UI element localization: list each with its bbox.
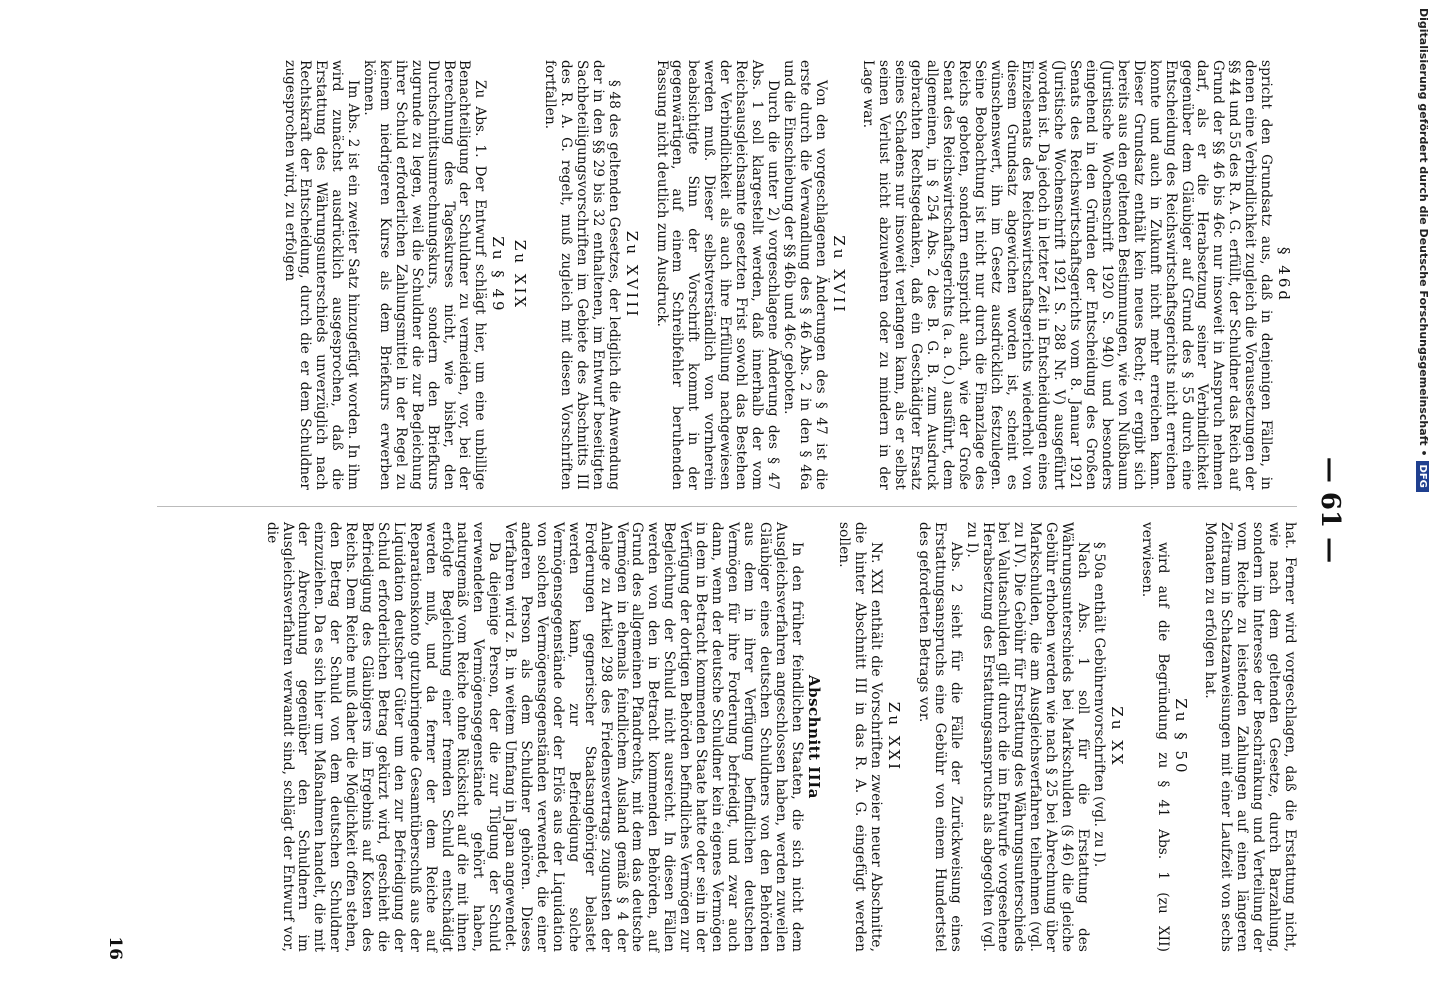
paragraph-intro-right: hat. Ferner wird vorgeschlagen, daß die Erstattung nicht, wie nach dem geltenden Gesetze, durch Barzahlung, sondern im Interesse der Beschränkung und Verteilung der vom Reiche zu leistenden Zahlungen auf einen längeren Zeitraum in Schatzanweisungen mit einer Laufzeit von sechs Monaten zu erfolgen hat. (1202, 522, 1298, 952)
subheading-49: Zu § 49 (489, 236, 508, 314)
section-heading-xxi: Zu XXI (885, 701, 904, 773)
paragraph-xvii-2: Durch die unter 2) vorgeschlagene Änderung des § 47 Abs. 1 soll klargestellt werden, daß innerhalb der vom Reichsausgleichsamte gesetzten Frist sowohl das Bestehen der Verbindlichkeit als auch ihre Erfüllung nachgewiesen werden muß. Dieser selbstverständlich von vornherein beabsichtigte Sinn der Vorschrift kommt in der gegenwärtigen, auf einem Schreibfehler beruhenden Fassung nicht deutlich zum Ausdruck. (653, 60, 781, 490)
right-column (263, 522, 1297, 952)
credit-text: Digitalisierung gefördert durch die Deutsche Forschungsgemeinschaft • (1417, 8, 1430, 457)
paragraph-xix-1: Zu Abs. 1. Der Entwurf schlägt hier, um eine unbillige Benachteiligung der Schuldner zu vermeiden, vor, bei der Berechnung des Tageskurses nicht, wie bisher, den Durchschnittsumrechnungskurs, sondern den Briefkurs zugrunde zu legen, weil die Schuldner die zur Begleichung ihrer Schuld erforderlichen Zahlungsmittel in der Regel zu keinem niedrigeren Kurse als dem Briefkurs erwerben können. (361, 60, 489, 490)
paragraph-xvii-1: Von den vorgeschlagenen Änderungen des § 47 ist die erste durch die Verwandlung des § 46 Abs. 2 in den § 46a und die Einschiebung der §§ 46b und 46c geboten. (780, 60, 829, 490)
paragraph-xix-2: Im Abs. 2 ist ein zweiter Satz hinzugefügt worden. In ihm wird zunächst ausdrücklich ausgesprochen, daß die Erstattung des Währungsunterschieds unverzüglich nach Rechtskraft der Entscheidung, durch die er dem Schuldner zugesprochen wird, zu erfolgen (281, 60, 362, 490)
digitization-credit (1404, 0, 1434, 1000)
paragraph-iiia-1: In den früher feindlichen Staaten, die sich nicht dem Ausgleichsverfahren angeschlossen haben, werden zuweilen Gläubiger eines deutschen Schuldners von den Behörden aus dem in ihrer Verfügung befindlichen deutschen Vermögen für ihre Forderung befriedigt, und zwar auch dann, wenn der deutsche Schuldner kein eigenes Vermögen in dem in Betracht kommenden Staate hatte oder sein in der Verfügung der dortigen Behörden befindliches Vermögen zur Begleichung der Schuld nicht ausreicht. In diesen Fällen werden von den in Betracht kommenden Behörden, auf Grund des allgemeinen Pfandrechts, mit dem das deutsche Vermögen in ehemals feindlichem Ausland gemäß § 4 der Anlage zu Artikel 298 des Friedensvertrags zugunsten der Forderungen gegnerischer Staatsangehöriger belastet werden kann, zur Befriedigung solche Vermögensgegenstände oder der Erlös aus der Liquidation von solchen Vermögensgegenständen verwendet, die einer anderen Person als dem Schuldner gehören. Dieses Verfahren wird z. B. in weitem Umfang in Japan angewendet. (502, 522, 805, 952)
page-number-header: — 61 — (1315, 456, 1345, 564)
page-footer-number: 16 (105, 936, 125, 960)
section-heading-50: Zu § 50 (1171, 698, 1190, 776)
paragraph-iiia-2: Da diejenige Person, der die zur Tilgung der Schuld verwendeten Vermögensgegenstände gehört haben, naturgemäß vom Reiche ohne Rücksicht auf die mit ihnen erfolgte Begleichung einer fremden Schuld entschädigt werden muß, und da ferner der dem Reiche auf Reparationskonto gutzubringende Gesamtüberschuß aus der Liquidation deutscher Güter um den zur Befriedigung der Schuld erforderlichen Betrag gekürzt wird, geschieht die Befriedigung des Gläubigers im Ergebnis auf Kosten des Reichs. Dem Reiche muß daher die Möglichkeit offen stehen, den Betrag der Schuld von dem deutschen Schuldner einzuziehen. Da es sich hier um Maßnahmen handelt, die mit der Abrechnung gegenüber den Schuldnern im Ausgleichsverfahren verwandt sind, schlägt der Entwurf vor, die (263, 522, 503, 952)
paragraph-xx-1: § 50a enthält Gebührenvorschriften (vgl. zu I). (1090, 542, 1107, 868)
section-heading-xvii: Zu XVII (829, 235, 848, 315)
section-heading-xx: Zu XX (1107, 706, 1126, 768)
paragraph-xx-3: Abs. 2 sieht für die Fälle der Zurückweisung eines Erstattungsanspruchs eine Gebühr von einem Hundertstel des geforderten Betrags vor. (915, 522, 964, 952)
paragraph-xviii-1: § 48 des geltenden Gesetzes, der lediglich die Anwendung der in den §§ 29 bis 32 enthaltenen, im Entwurf beseitigten Sachbeteiligungsvorschriften im Gebiete des Abschnitts III des R. A. G. regelt, muß zugleich mit diesen Vorschriften fortfallen. (542, 60, 622, 490)
section-heading-iiia: Abschnitt IIIa (805, 674, 824, 800)
section-heading-xix: Zu XIX (511, 239, 530, 311)
section-heading-46d: § 46d (1275, 247, 1293, 303)
left-column (281, 60, 1297, 490)
rotated-document-page (105, 60, 1345, 960)
section-heading-xviii: Zu XVIII (622, 230, 641, 320)
paragraph-46d: spricht den Grundsatz aus, daß in denjenigen Fällen, in denen eine Verbindlichkeit zugleich die Voraussetzungen der §§ 44 und 55 des R. A. G. erfüllt, der Schuldner das Reich auf Grund der §§ 46 bis 46c nur insoweit in Anspruch nehmen darf, als er die Herabsetzung seiner Verbindlichkeit gegenüber dem Gläubiger auf Grund des § 55 durch eine Entscheidung des Reichswirtschaftsgerichts nicht erreichen konnte und auch in Zukunft nicht mehr erreichen kann. Dieser Grundsatz enthält kein neues Recht; er ergibt sich bereits aus den geltenden Bestimmungen, wie von Nußbaum (Juristische Wochenschrift 1920 S. 940) und besonders eingehend in den Gründen der Entscheidung des Großen Senats des Reichswirtschaftsgerichts vom 8. Januar 1921 (Juristische Wochenschrift 1921 S. 288 Nr. V) ausgeführt worden ist. Da jedoch in letzter Zeit in Entscheidungen eines Einzelsenats des Reichswirtschaftsgerichts wiederholt von diesem Grundsatz abgewichen worden ist, scheint es wünschenswert, ihn im Gesetz ausdrücklich festzulegen. Seine Beobachtung ist nicht nur durch die Finanzlage des Reichs geboten, sondern entspricht auch, wie der Große Senat des Reichswirtschaftsgerichts (a. a. O.) ausführt, dem allgemeinen, in § 254 Abs. 2 des B. G. B. zum Ausdruck gebrachten Rechtsgedanken, daß ein Geschädigter Ersatz seines Schadens nur insoweit verlangen kann, als er selbst seinen Verlust nicht abzuwehren oder zu mindern in der Lage war. (860, 60, 1275, 490)
paragraph-50-1: wird auf die Begründung zu § 41 Abs. 1 (zu XII) verwiesen. (1138, 522, 1171, 952)
dfg-logo-icon: DFG (1416, 461, 1429, 492)
paragraph-xxi-1: Nr. XXI enthält die Vorschriften zweier neuer Abschnitte, die hinter Abschnitt III in das R. A. G. eingefügt werden sollen. (836, 522, 885, 952)
paragraph-xx-2: Nach Abs. 1 soll für die Erstattung des Währungsunterschieds bei Markschulden (§ 46) die gleiche Gebühr erhoben werden wie nach § 25 bei Abrechnung über Markschulden, die am Ausgleichsverfahren teilnehmen (vgl. zu IV). Die Gebühr für Erstattung des Währungsunterschieds bei Valutaschulden gilt durch die im Entwurfe vorgesehene Herabsetzung des Erstattungsanspruchs als abgegolten (vgl. zu I). (963, 522, 1092, 952)
column-divider (157, 506, 1297, 507)
